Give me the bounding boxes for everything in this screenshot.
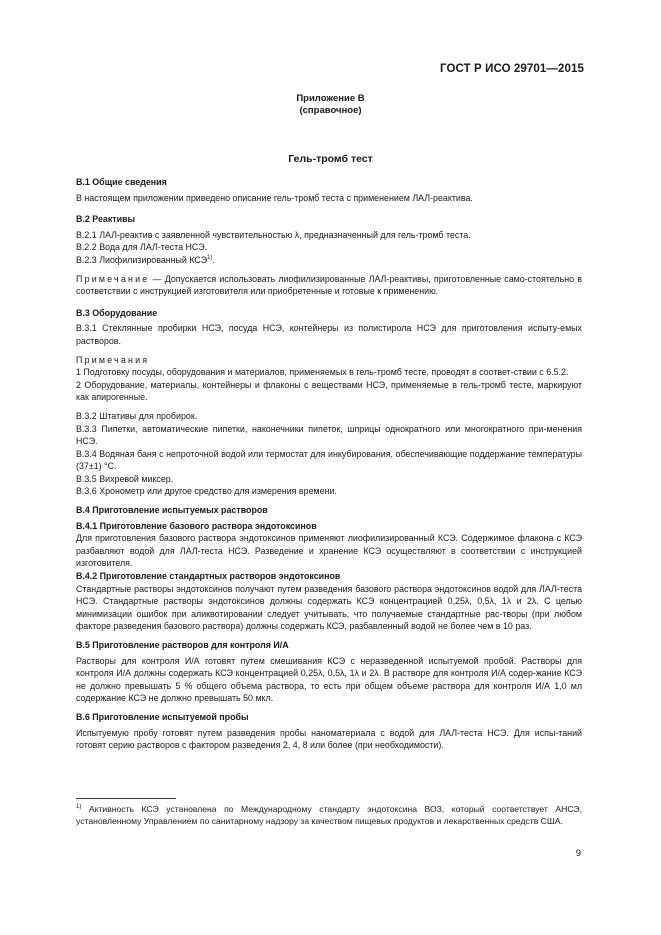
section-heading-b3: В.3 Оборудование [76,307,158,318]
page-number: 9 [575,848,581,859]
footnote-mark: 1) [76,804,82,811]
note-label: Примечание [76,273,150,284]
footnote-ref: 1) [207,255,213,261]
section-b2-item1: В.2.1 ЛАЛ-реактив с заявленной чувствительностью λ, предназначенный для гель-тромб теста. [76,229,471,240]
section-b3-item2: В.3.2 Штативы для пробирок. [76,410,198,421]
item3-text: В.2.3 Лиофилизированный КСЭ [76,254,208,265]
section-b2-item3 [76,254,582,267]
section-heading-b6: В.6 Приготовление испытуемой пробы [76,711,249,722]
section-b5-text: Растворы для контроля И/А готовят путем смешивания КСЭ с неразведенной испытуемой пробой. Растворы для контроля И/А должны содержать КСЭ концентрацией 0,25λ, 0,5λ, 1λ и 2λ. В растворе для контроля И/А содер-жание КСЭ не должно превышать 5 % общего объема раствора, то есть при общем объеме раствора для контроля И/А 1,0 мл содержание КСЭ не должно превышать 50 мкл. [76,655,582,704]
subsection-heading-b42: В.4.2 Приготовление стандартных растворов эндотоксинов [76,571,341,582]
footnote [76,803,582,828]
section-b2-item2: В.2.2 Вода для ЛАЛ-теста НСЭ. [76,242,208,253]
footnote-text: Активность КСЭ установлена по Международному стандарту эндотоксина ВОЗ, который соответствует АНСЭ, установленному Управлением по санитарному надзору за качеством пищевых продуктов и лекарственных средств США. [76,804,582,827]
section-heading-b5: В.5 Приготовление растворов для контроля И/А [76,640,289,650]
subsection-heading-b41: В.4.1 Приготовление базового раствора эндотоксинов [76,520,317,531]
appendix-label: Приложение В [296,93,365,104]
section-b3-item4: В.3.4 Водяная баня с непроточной водой или термостат для инкубирования, обеспечивающие поддержание температуры (37±1) °С. [76,448,582,472]
section-heading-b1: В.1 Общие сведения [76,177,167,187]
footnote-divider [76,798,176,799]
item3-end: . [212,254,215,265]
section-b3-notes-label: Примечания [76,354,150,365]
page-title: Гель-тромб тест [288,153,373,165]
section-b3-item6: В.3.6 Хронометр или другое средство для измерения времени. [76,486,337,497]
section-heading-b2: В.2 Реактивы [76,214,136,225]
section-heading-b4: В.4 Приготовление испытуемых растворов [76,505,268,516]
subsection-b42-text: Стандартные растворы эндотоксинов получают путем разведения базового раствора эндотоксинов водой для ЛАЛ-теста НСЭ. Стандартные растворы эндотоксинов должны содержать КСЭ концентрацией 0,25λ, 0,5λ, 1λ и 2λ. С целью минимизации ошибок при аликвотировании следует учитывать, что получаемые стандартные рас-творы (при любом факторе разведения базового раствора) должны содержать КСЭ, разбавленный водой не более чем в 10 раз. [76,583,582,632]
section-b1-text: В настоящем приложении приведено описание гель-тромб теста с применением ЛАЛ-реактива. [76,192,473,203]
section-b3-item5: В.3.5 Вихревой миксер. [76,473,174,484]
section-b6-text: Испытуемую пробу готовят путем разведения пробы наноматериала с водой для ЛАЛ-теста НСЭ. Для испы-таний готовят серию растворов с фактором разведения 2, 4, 8 или более (при необходимости). [76,727,582,751]
appendix-type: (справочное) [299,105,362,116]
document-id-header: ГОСТ Р ИСО 29701—2015 [439,63,584,75]
section-b3-item1: В.3.1 Стеклянные пробирки НСЭ, посуда НСЭ, контейнеры из полистирола НСЭ для приготовления испыту-емых растворов. [76,323,582,346]
section-b3-item3: В.3.3 Пипетки, автоматические пипетки, наконечники пипеток, шприцы однократного или многократного при-менения НСЭ. [76,423,582,447]
subsection-b41-text: Для приготовления базового раствора эндотоксинов применяют лиофилизированный КСЭ. Содержимое флакона с КСЭ разбавляют водой для ЛАЛ-теста НСЭ. Разведение и хранение КСЭ осуществляют в соответствии с инструкцией изготовителя. [76,533,582,569]
section-b2-note [76,273,582,298]
section-b3-note2: 2 Оборудование, материалы, контейнеры и флаконы с веществами НСЭ, применяемые в гель-тромб тесте, маркируют как апирогенные. [76,379,582,403]
note-text: — Допускается использовать лиофилизированные ЛАЛ-реактивы, приготовленные само-стоятельно в соответствии с инструкцией изготовителя или приобретенные и готовые к применению. [76,273,582,297]
document-body [76,176,582,752]
section-b3-note1: 1 Подготовку посуды, оборудования и материалов, применяемых в гель-тромб тесте, проводят в соответ-ствии с 6.5.2. [76,367,569,378]
